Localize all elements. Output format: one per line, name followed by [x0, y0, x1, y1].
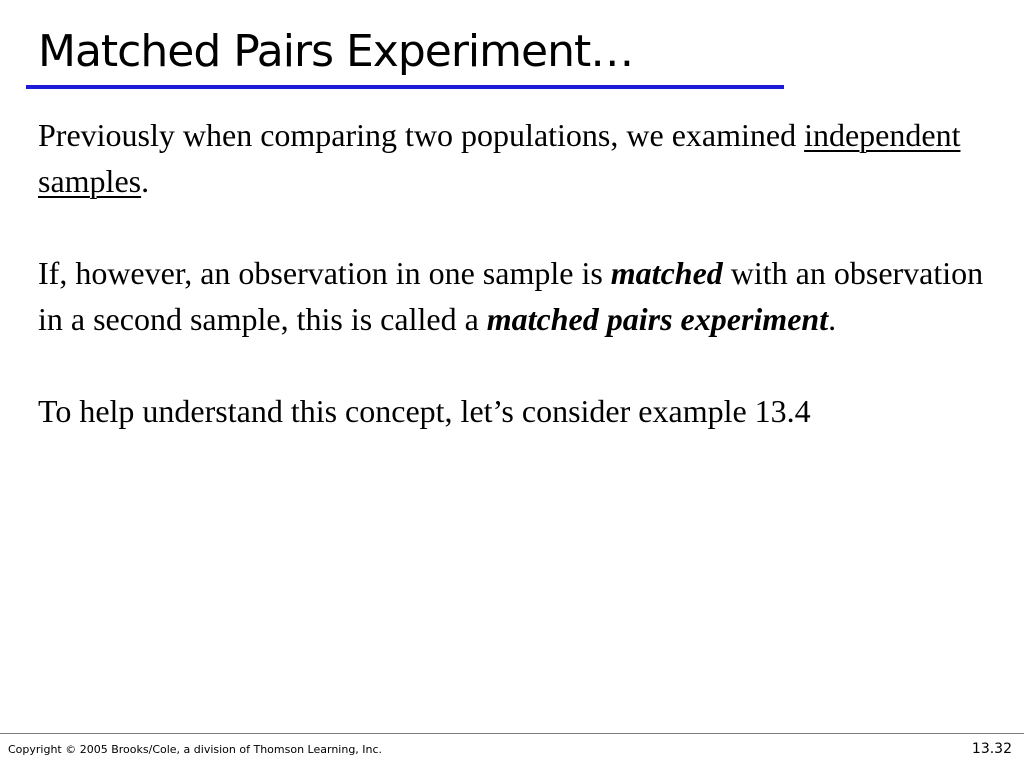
paragraph-example-reference — [38, 388, 1003, 434]
slide-body — [38, 112, 1003, 434]
text-segment: with an observation in a second sample, this is called a — [38, 255, 984, 337]
paragraph-matched-pairs-definition — [38, 250, 1003, 342]
text-segment: Previously when comparing two populations, we examined — [38, 117, 805, 153]
underlined-term-independent-samples: independent samples — [38, 117, 961, 199]
title-underline-rule — [26, 85, 784, 89]
text-segment: . — [828, 301, 837, 337]
text-segment: . — [141, 163, 150, 199]
text-segment: If, however, an observation in one sample is — [38, 255, 611, 291]
text-segment: To help understand this concept, let’s consider example 13.4 — [38, 393, 811, 429]
slide-number: 13.32 — [971, 741, 1012, 757]
footer-copyright: Copyright © 2005 Brooks/Cole, a division of Thomson Learning, Inc. — [8, 743, 383, 756]
emphasis-term-matched: matched — [610, 255, 723, 291]
emphasis-term-matched-pairs-experiment: matched pairs experiment — [486, 301, 829, 337]
footer-rule — [0, 733, 1024, 734]
slide-title: Matched Pairs Experiment… — [38, 26, 634, 77]
paragraph-independent-samples — [38, 112, 1003, 204]
